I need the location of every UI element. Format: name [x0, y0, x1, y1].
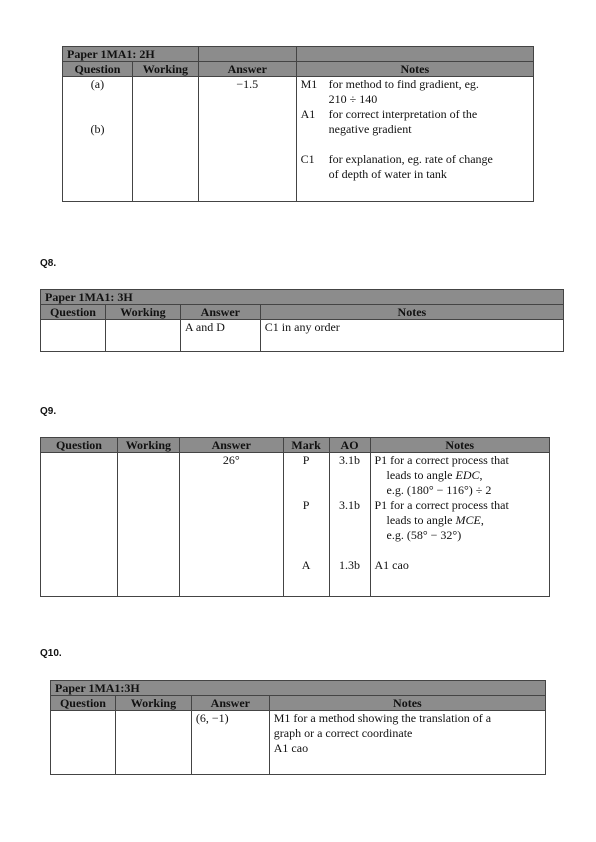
question-label-q9: Q9. [40, 406, 57, 417]
markscheme-table-q9 [40, 437, 550, 597]
header-notes: Notes [370, 438, 550, 453]
header-mark: Mark [283, 438, 329, 453]
header-working: Working [105, 305, 180, 320]
working-cell [132, 77, 198, 202]
header-working: Working [115, 696, 191, 711]
header-question: Question [41, 438, 118, 453]
question-cell [51, 711, 116, 775]
header-notes: Notes [269, 696, 545, 711]
paper-title: Paper 1MA1:3H [51, 681, 546, 696]
markscheme-table-q8 [40, 289, 564, 352]
question-part-b: (b) [90, 122, 105, 136]
question-part-a: (a) [90, 77, 105, 91]
header-answer: Answer [191, 696, 269, 711]
notes-cell: M1 for method to find gradient, eg. 210 ÷ 140 A1 for correct interpretation of the negative gradient C1 for explanation, eg. rate of change of depth of water in tank [296, 77, 533, 202]
mark-code: M1 [300, 77, 318, 91]
paper-title: Paper 1MA1: 3H [41, 290, 564, 305]
markscheme-table-q10 [50, 680, 546, 775]
notes-cell: C1 in any order [260, 320, 563, 352]
answer-cell: −1.5 [198, 77, 296, 202]
answer-cell: A and D [180, 320, 260, 352]
notes-cell: P1 for a correct process that leads to angle EDC, e.g. (180° − 116°) ÷ 2 P1 for a correct process that leads to angle MCE, e.g. (58° − 32°) A1 cao [370, 453, 550, 597]
answer-cell: 26° [179, 453, 283, 597]
header-answer: Answer [180, 305, 260, 320]
working-cell [115, 711, 191, 775]
question-label-q10: Q10. [40, 648, 62, 659]
working-cell [117, 453, 179, 597]
header-working: Working [132, 62, 198, 77]
question-cell [41, 453, 118, 597]
mark-cell: P P A [283, 453, 329, 597]
notes-cell: M1 for a method showing the translation of a graph or a correct coordinate A1 cao [269, 711, 545, 775]
mark-code: C1 [300, 152, 315, 166]
answer-cell: (6, −1) [191, 711, 269, 775]
markscheme-table-2h [62, 46, 534, 202]
header-notes: Notes [296, 62, 533, 77]
header-answer: Answer [179, 438, 283, 453]
paper-title: Paper 1MA1: 2H [63, 47, 199, 62]
header-question: Question [51, 696, 116, 711]
question-cell [41, 320, 106, 352]
header-question: Question [41, 305, 106, 320]
mark-code: A1 [300, 107, 316, 121]
header-question: Question [63, 62, 133, 77]
ao-cell: 3.1b 3.1b 1.3b [329, 453, 370, 597]
header-notes: Notes [260, 305, 563, 320]
header-working: Working [117, 438, 179, 453]
working-cell [105, 320, 180, 352]
header-answer: Answer [198, 62, 296, 77]
question-label-q8: Q8. [40, 258, 57, 269]
header-ao: AO [329, 438, 370, 453]
